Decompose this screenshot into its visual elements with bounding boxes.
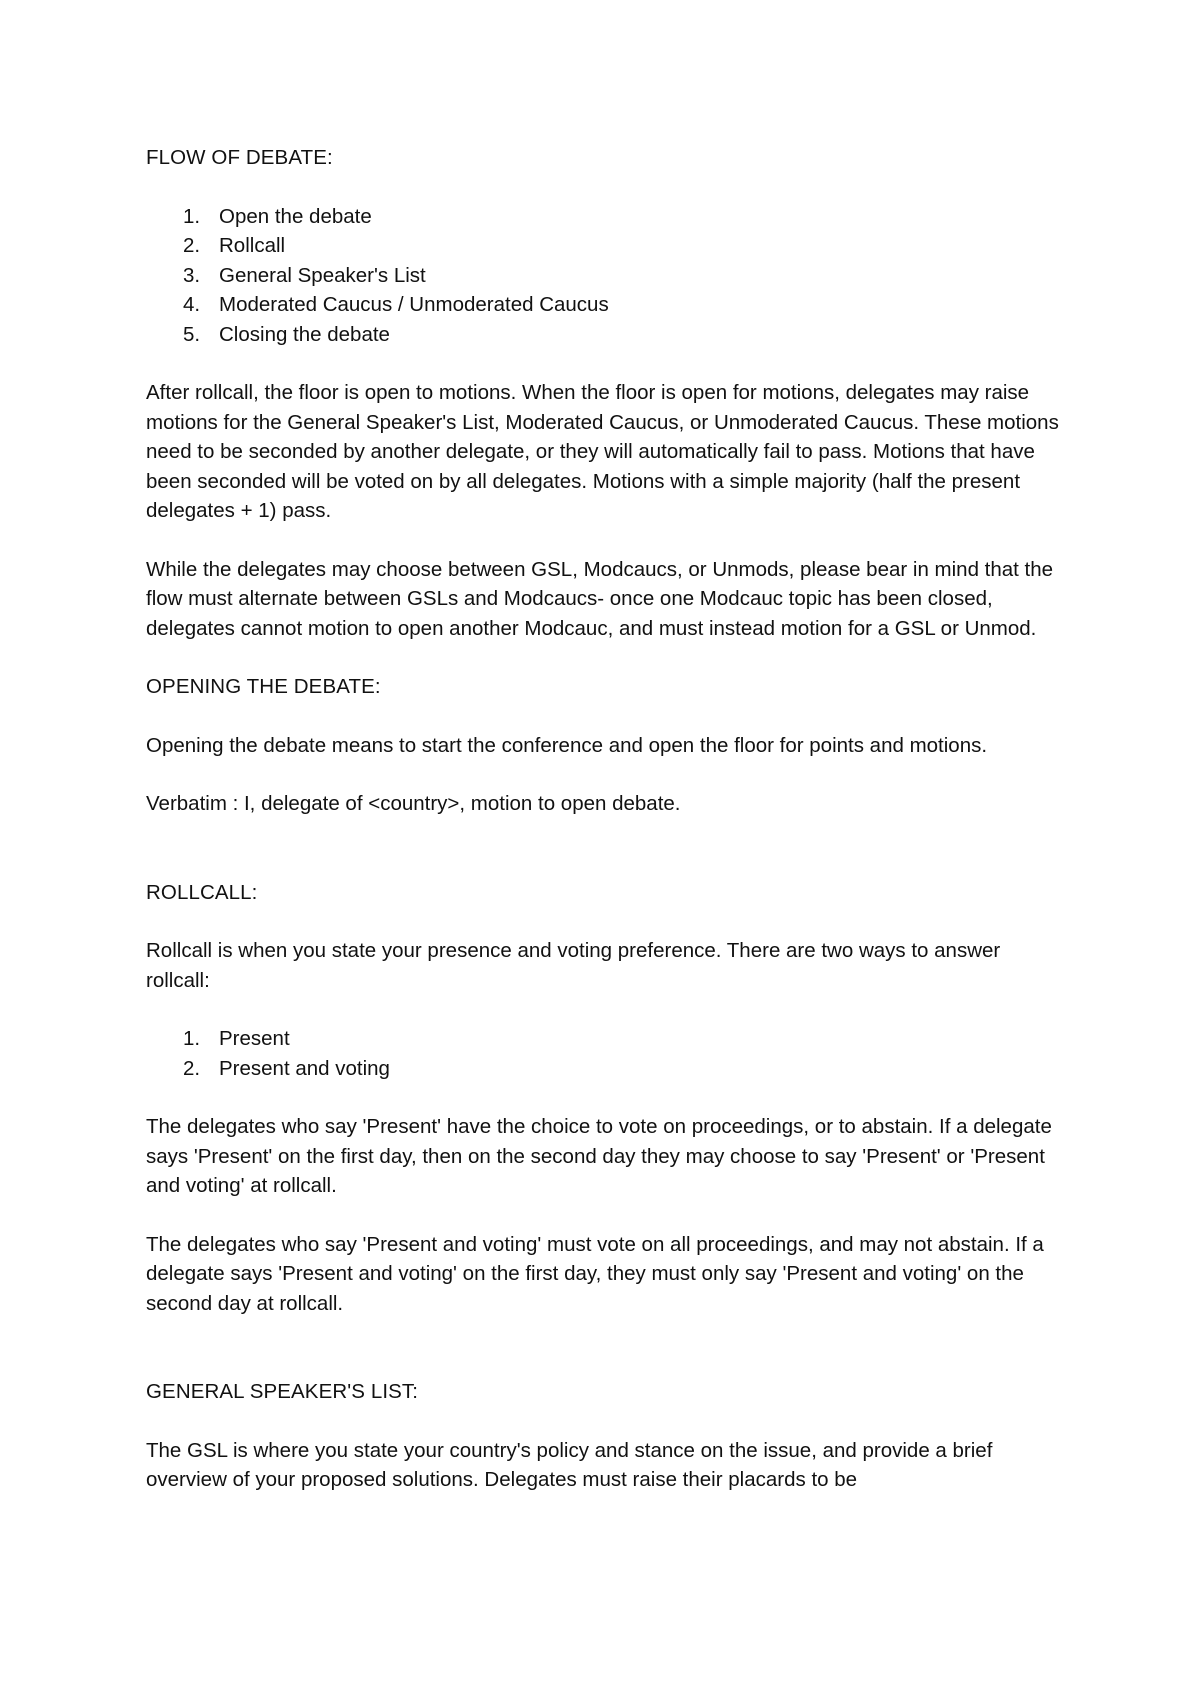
list-item xyxy=(146,261,1066,291)
rollcall-heading: ROLLCALL: xyxy=(146,880,258,904)
list-item-text: Present and voting xyxy=(219,1056,390,1080)
list-item-text: Open the debate xyxy=(219,204,372,228)
flow-steps-list xyxy=(146,202,1066,350)
list-number: 2. xyxy=(183,1056,201,1080)
list-item-text: General Speaker's List xyxy=(219,263,426,287)
list-number: 4. xyxy=(183,293,201,316)
flow-paragraph-motions: After rollcall, the floor is open to motions. When the floor is open for motions, delegates may raise motions for the General Speaker's List, Moderated Caucus, or Unmoderated Caucus. These motions need to be seconded by another delegate, or they will automatically fail to pass. Motions that have been seconded will be voted on by all delegates. Motions with a simple majority (half the present delegates + 1) pass. xyxy=(146,381,1059,522)
rollcall-options-list xyxy=(146,1024,1066,1083)
list-item xyxy=(146,202,1066,232)
list-item-text: Moderated Caucus / Unmoderated Caucus xyxy=(219,293,609,316)
opening-paragraph: Opening the debate means to start the conference and open the floor for points and motions. xyxy=(146,733,988,757)
list-number: 1. xyxy=(183,204,201,228)
gsl-heading: GENERAL SPEAKER'S LIST: xyxy=(146,1380,419,1403)
document-page xyxy=(146,143,1066,1495)
opening-debate-heading: OPENING THE DEBATE: xyxy=(146,675,381,698)
list-number: 5. xyxy=(183,322,201,346)
flow-of-debate-heading: FLOW OF DEBATE: xyxy=(146,146,333,169)
list-item-text: Closing the debate xyxy=(219,322,390,346)
list-item xyxy=(146,1024,1066,1054)
rollcall-paragraph-present-voting: The delegates who say 'Present and voting' must vote on all proceedings, and may not abstain. If a delegate says 'Present and voting' on the first day, they must only say 'Present and voting' on the second day at rollcall. xyxy=(146,1232,1044,1315)
list-item xyxy=(146,231,1066,261)
flow-paragraph-alternation: While the delegates may choose between GSL, Modcaucs, or Unmods, please bear in mind that the flow must alternate between GSLs and Modcaucs- once one Modcauc topic has been closed, delegates cannot motion to open another Modcauc, and must instead motion for a GSL or Unmod. xyxy=(146,557,1054,640)
list-number: 1. xyxy=(183,1027,201,1050)
list-number: 3. xyxy=(183,263,201,287)
list-item xyxy=(146,290,1066,320)
rollcall-intro: Rollcall is when you state your presence and voting preference. There are two ways to answer rollcall: xyxy=(146,939,1001,992)
rollcall-paragraph-present: The delegates who say 'Present' have the choice to vote on proceedings, or to abstain. If a delegate says 'Present' on the first day, then on the second day they may choose to say 'Present' or 'Present and voting' at rollcall. xyxy=(146,1115,1052,1197)
list-item xyxy=(146,320,1066,350)
gsl-paragraph: The GSL is where you state your country's policy and stance on the issue, and provide a brief overview of your proposed solutions. Delegates must raise their placards to be xyxy=(146,1438,993,1491)
list-item-text: Rollcall xyxy=(219,234,286,257)
list-number: 2. xyxy=(183,234,201,257)
list-item-text: Present xyxy=(219,1027,290,1050)
opening-verbatim: Verbatim : I, delegate of <country>, motion to open debate. xyxy=(146,792,681,815)
list-item xyxy=(146,1054,1066,1084)
